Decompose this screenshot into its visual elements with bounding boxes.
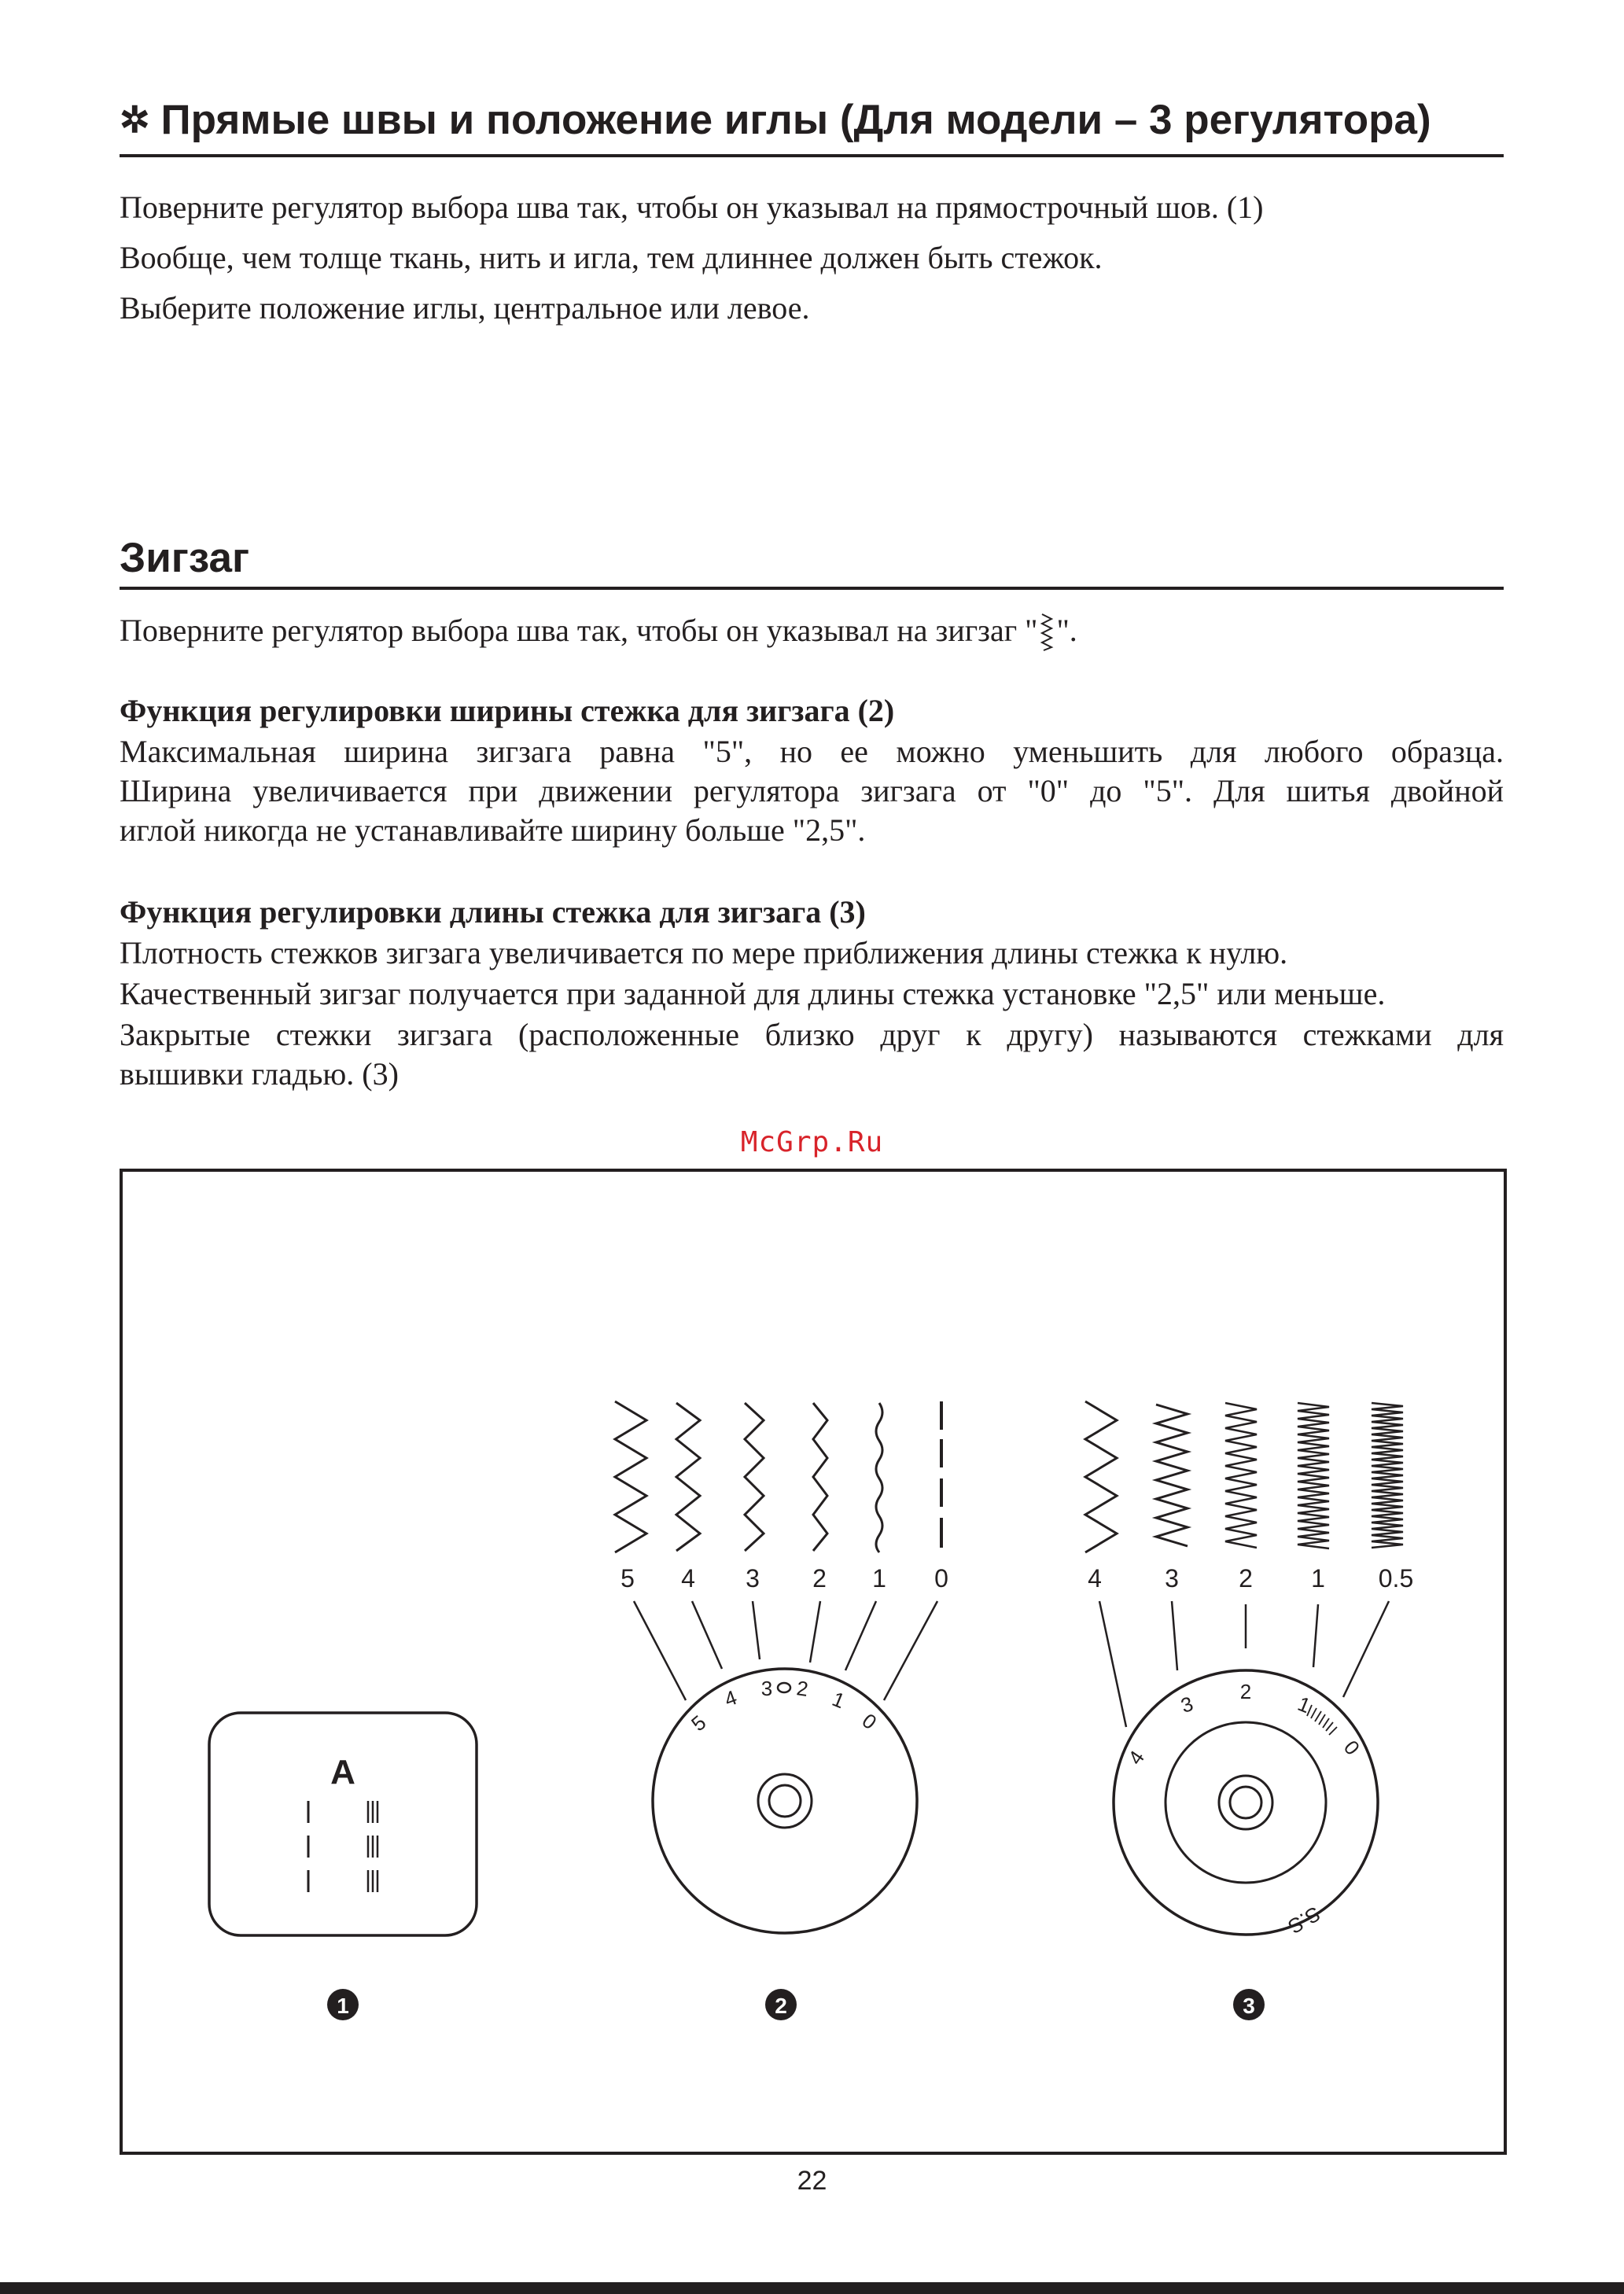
paragraph-line: Плотность стежков зигзага увеличивается по мере приближения длины стежка к нулю.	[120, 935, 1288, 970]
length-label: 4	[1088, 1564, 1102, 1593]
length-dial-mark: 2	[1239, 1680, 1252, 1703]
length-label: 1	[1311, 1564, 1325, 1593]
paragraph-line: иглой никогда не устанавливайте ширину больше "2,5".	[120, 812, 866, 848]
figure-number-2: 2	[775, 1994, 787, 2018]
width-label: 3	[746, 1564, 760, 1593]
figure-number-1: 1	[337, 1994, 349, 2018]
page-bottom-edge	[0, 2282, 1624, 2294]
paragraph-line: Максимальная ширина зигзага равна "5", но ее можно уменьшить для любого образца.	[120, 734, 1504, 769]
figure-number-3: 3	[1243, 1994, 1255, 2018]
section-title-text: Прямые швы и положение иглы (Для модели – 3 регулятора)	[160, 97, 1431, 143]
length-label: 3	[1165, 1564, 1179, 1593]
length-dial-mark: 3	[1177, 1691, 1196, 1718]
width-label: 4	[681, 1564, 695, 1593]
width-dial-mark: 3	[760, 1677, 773, 1700]
dial1-letter: A	[330, 1753, 355, 1791]
zigzag-intro-end: ".	[1056, 613, 1077, 648]
paragraph-line: Ширина увеличивается при движении регулятора зигзага от "0" до "5". Для шитья двойной	[120, 773, 1504, 808]
width-label: 1	[872, 1564, 886, 1593]
width-dial-mark: 4	[720, 1685, 740, 1712]
section-title-zigzag: Зигзаг	[120, 535, 250, 581]
paragraph-line: вышивки гладью. (3)	[120, 1056, 399, 1092]
width-dial-mark: 0	[857, 1708, 882, 1735]
watermark: McGrp.Ru	[740, 1126, 884, 1158]
length-label: 0.5	[1378, 1564, 1414, 1593]
width-label: 5	[621, 1564, 635, 1593]
star-bullet-icon: ✲	[120, 99, 150, 140]
length-label: 2	[1239, 1564, 1253, 1593]
length-dial-mark: 0	[1339, 1736, 1365, 1760]
width-dial	[653, 1669, 917, 1933]
paragraph-line: Выберите положение иглы, центральное или левое.	[120, 290, 810, 326]
width-label: 0	[934, 1564, 948, 1593]
pattern-selector-dial	[209, 1713, 477, 1935]
zigzag-intro-text: Поверните регулятор выбора шва так, чтобы он указывал на зигзаг "	[120, 613, 1038, 648]
length-dial-mark: S.S	[1283, 1902, 1325, 1939]
length-dial-mark: 1	[1294, 1692, 1314, 1718]
width-label: 2	[812, 1564, 827, 1593]
length-dial	[1114, 1670, 1378, 1935]
paragraph-line: Поверните регулятор выбора шва так, чтобы он указывал на прямострочный шов. (1)	[120, 190, 1264, 225]
length-heading: Функция регулировки длины стежка для зигзага (3)	[120, 894, 866, 930]
width-heading: Функция регулировки ширины стежка для зигзага (2)	[120, 693, 895, 728]
width-dial-mark: 1	[829, 1687, 849, 1714]
length-dial-mark: 4	[1123, 1746, 1150, 1769]
paragraph-line: Качественный зигзаг получается при заданной для длины стежка установке "2,5" или меньше.	[120, 976, 1386, 1011]
width-dial-mark: 5	[687, 1710, 711, 1736]
width-dial-mark: 2	[795, 1676, 810, 1701]
paragraph-line: Закрытые стежки зигзага (расположенные близко друг к другу) называются стежками для	[120, 1017, 1504, 1052]
paragraph-line: Вообще, чем толще ткань, нить и игла, тем длиннее должен быть стежок.	[120, 240, 1103, 275]
page-number: 22	[797, 2166, 827, 2196]
